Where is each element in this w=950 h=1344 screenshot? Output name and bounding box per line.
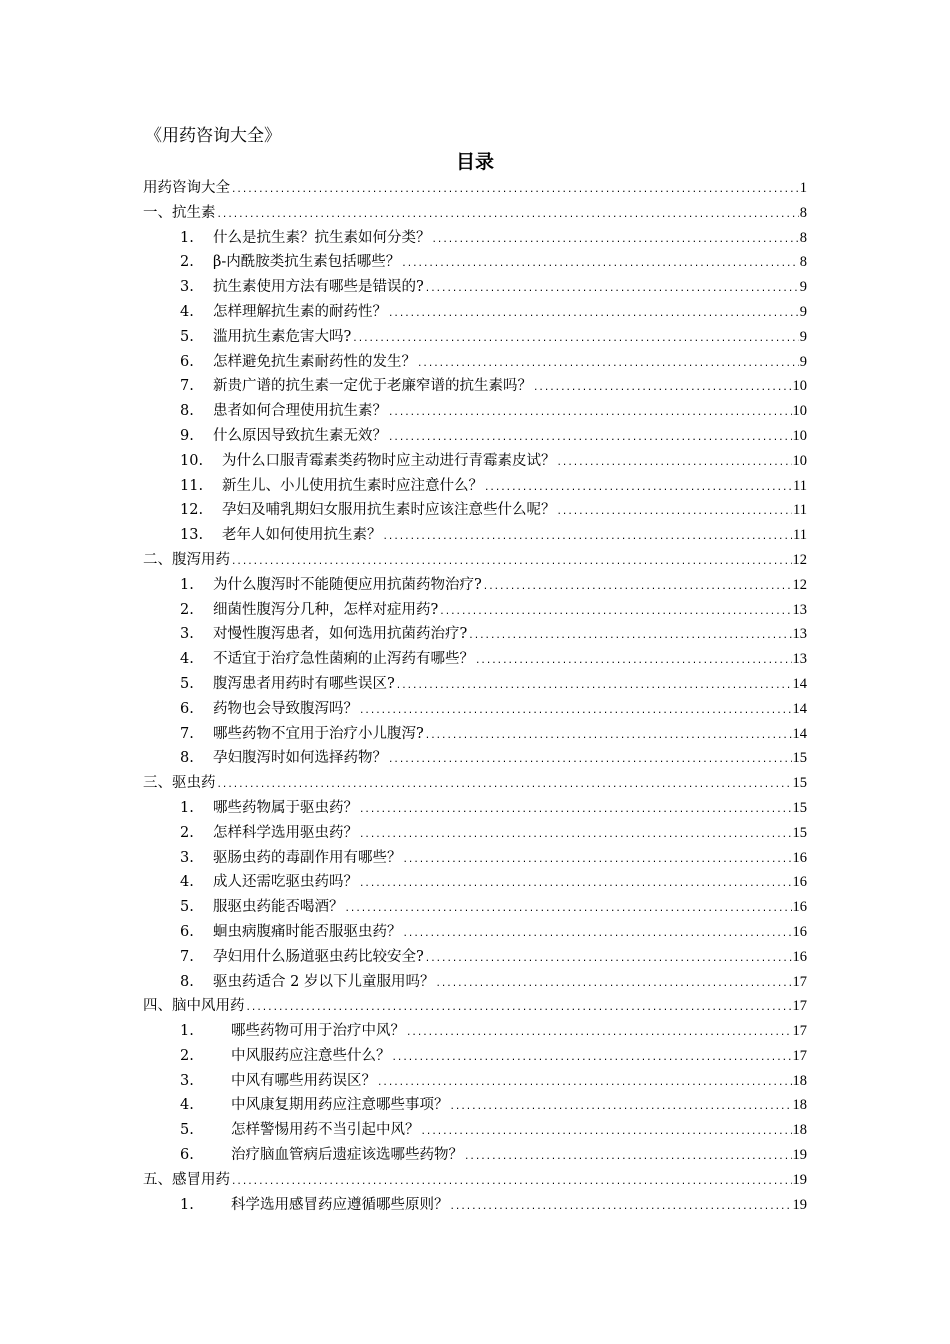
toc-page-number: 8 <box>799 229 807 246</box>
toc-page-number: 17 <box>792 1023 807 1040</box>
toc-dot-leader <box>383 525 793 550</box>
toc-entry-title: 哪些药物属于驱虫药？ <box>213 799 358 816</box>
toc-entry-title: 科学选用感冒药应遵循哪些原则？ <box>231 1196 449 1213</box>
toc-page-number: 11 <box>793 527 807 544</box>
toc-item-entry[interactable] <box>143 870 807 895</box>
toc-item-number: 6. <box>180 353 194 370</box>
toc-dot-leader <box>435 972 791 997</box>
toc-dot-leader <box>388 748 792 773</box>
toc-item-number: 2. <box>180 824 194 841</box>
toc-dot-leader <box>359 872 792 897</box>
table-of-contents <box>143 176 807 1217</box>
toc-item-number: 3. <box>180 279 194 296</box>
toc-page-number: 9 <box>799 328 807 345</box>
toc-item-number: 1. <box>180 799 194 816</box>
toc-page-number: 16 <box>792 874 807 891</box>
toc-page-number: 18 <box>792 1072 807 1089</box>
toc-item-entry[interactable] <box>143 1019 807 1044</box>
toc-entry-title: 成人还需吃驱虫药吗？ <box>213 874 358 891</box>
toc-item-entry[interactable] <box>143 1193 807 1218</box>
toc-item-entry[interactable] <box>143 1143 807 1168</box>
toc-entry-title: 服驱虫药能否喝酒？ <box>213 899 344 916</box>
document-title: 《用药咨询大全》 <box>145 126 281 146</box>
toc-item-number: 3. <box>180 849 194 866</box>
toc-page-number: 17 <box>792 1047 807 1064</box>
toc-item-entry[interactable] <box>143 1044 807 1069</box>
toc-item-number: 7. <box>180 378 194 395</box>
toc-item-entry[interactable] <box>143 300 807 325</box>
toc-item-entry[interactable] <box>143 498 807 523</box>
toc-entry-title: 抗生素使用方法有哪些是错误的? <box>213 279 424 296</box>
toc-entry-title: 药物也会导致腹泻吗？ <box>213 700 358 717</box>
toc-entry-title: 为什么口服青霉素类药物时应主动进行青霉素皮试？ <box>222 452 556 469</box>
toc-item-number: 1. <box>180 1196 194 1213</box>
toc-page-number: 16 <box>792 849 807 866</box>
toc-item-entry[interactable] <box>143 226 807 251</box>
toc-dot-leader <box>246 996 792 1021</box>
toc-entry-title: 对慢性腹泻患者，如何选用抗菌药治疗? <box>213 626 468 643</box>
toc-entry-title: 四、脑中风用药 <box>143 998 245 1015</box>
toc-dot-leader <box>377 1071 792 1096</box>
toc-item-entry[interactable] <box>143 697 807 722</box>
toc-page-number: 14 <box>792 725 807 742</box>
toc-dot-leader <box>417 352 799 377</box>
toc-dot-leader <box>217 773 792 798</box>
toc-page-number: 11 <box>793 502 807 519</box>
toc-page-number: 19 <box>792 1171 807 1188</box>
toc-dot-leader <box>403 848 792 873</box>
toc-item-number: 5. <box>180 328 194 345</box>
toc-entry-title: 二、腹泻用药 <box>143 551 230 568</box>
toc-item-entry[interactable] <box>143 1069 807 1094</box>
toc-entry-title: 一、抗生素 <box>143 204 216 221</box>
toc-dot-leader <box>557 451 792 476</box>
toc-item-entry[interactable] <box>143 796 807 821</box>
toc-entry-title: 怎样科学选用驱虫药？ <box>213 824 358 841</box>
toc-item-number: 6. <box>180 700 194 717</box>
toc-page-number: 12 <box>792 576 807 593</box>
toc-page-number: 8 <box>799 254 807 271</box>
toc-dot-leader <box>425 724 792 749</box>
toc-entry-title: 中风服药应注意些什么？ <box>231 1047 391 1064</box>
toc-dot-leader <box>359 798 792 823</box>
toc-item-entry[interactable] <box>143 821 807 846</box>
toc-page-number: 16 <box>792 899 807 916</box>
toc-dot-leader <box>468 624 791 649</box>
toc-item-number: 5. <box>180 1122 194 1139</box>
toc-item-number: 3. <box>180 626 194 643</box>
toc-dot-leader <box>217 203 799 228</box>
toc-entry-title: 腹泻患者用药时有哪些误区? <box>213 675 395 692</box>
toc-item-entry[interactable] <box>143 970 807 995</box>
toc-item-entry[interactable] <box>143 647 807 672</box>
toc-entry-title: 新贵广谱的抗生素一定优于老廉窄谱的抗生素吗？ <box>213 378 532 395</box>
toc-item-entry[interactable] <box>143 672 807 697</box>
toc-section-entry[interactable] <box>143 548 807 573</box>
toc-dot-leader <box>439 600 791 625</box>
toc-dot-leader <box>425 947 792 972</box>
toc-page-number: 9 <box>799 279 807 296</box>
toc-item-number: 5. <box>180 675 194 692</box>
toc-dot-leader <box>231 1170 792 1195</box>
toc-item-entry[interactable] <box>143 325 807 350</box>
toc-entry-title: 孕妇腹泻时如何选择药物？ <box>213 750 387 767</box>
toc-entry-title: 三、驱虫药 <box>143 775 216 792</box>
toc-item-number: 7. <box>180 725 194 742</box>
toc-dot-leader <box>421 1120 792 1145</box>
toc-section-entry[interactable] <box>143 994 807 1019</box>
toc-entry-title: 治疗脑血管病后遗症该选哪些药物？ <box>231 1147 463 1164</box>
toc-item-entry[interactable] <box>143 746 807 771</box>
toc-entry-title: 什么是抗生素？抗生素如何分类？ <box>213 229 431 246</box>
toc-item-number: 4. <box>180 651 194 668</box>
toc-entry-title: 孕妇用什么肠道驱虫药比较安全? <box>213 948 424 965</box>
toc-item-number: 1. <box>180 1023 194 1040</box>
toc-page-number: 9 <box>799 353 807 370</box>
toc-entry-title: 患者如何合理使用抗生素？ <box>213 403 387 420</box>
toc-item-number: 13. <box>180 527 204 544</box>
toc-page-number: 14 <box>792 675 807 692</box>
toc-dot-leader <box>557 500 793 525</box>
toc-item-entry[interactable] <box>143 846 807 871</box>
toc-entry-title: 哪些药物可用于治疗中风？ <box>231 1023 405 1040</box>
toc-entry-title: 老年人如何使用抗生素？ <box>222 527 382 544</box>
toc-dot-leader <box>475 649 792 674</box>
toc-item-entry[interactable] <box>143 1093 807 1118</box>
toc-page-number: 10 <box>792 452 807 469</box>
toc-entry-title: 不适宜于治疗急性菌痢的止泻药有哪些？ <box>213 651 474 668</box>
toc-item-entry[interactable] <box>143 1118 807 1143</box>
toc-item-entry[interactable] <box>143 399 807 424</box>
toc-page-number: 10 <box>792 427 807 444</box>
toc-dot-leader <box>359 699 792 724</box>
toc-dot-leader <box>406 1021 792 1046</box>
toc-section-entry[interactable] <box>143 176 807 201</box>
toc-entry-title: β-内酰胺类抗生素包括哪些？ <box>213 254 401 271</box>
toc-item-entry[interactable] <box>143 424 807 449</box>
toc-page-number: 17 <box>792 973 807 990</box>
toc-item-number: 8. <box>180 973 194 990</box>
toc-item-entry[interactable] <box>143 573 807 598</box>
toc-dot-leader <box>396 674 792 699</box>
toc-page-number: 15 <box>792 750 807 767</box>
toc-item-entry[interactable] <box>143 722 807 747</box>
toc-item-number: 9. <box>180 427 194 444</box>
toc-item-number: 6. <box>180 1147 194 1164</box>
toc-entry-title: 怎样警惕用药不当引起中风？ <box>231 1122 420 1139</box>
toc-item-number: 1. <box>180 229 194 246</box>
toc-entry-title: 五、感冒用药 <box>143 1171 230 1188</box>
toc-dot-leader <box>483 575 792 600</box>
toc-dot-leader <box>425 277 799 302</box>
toc-page-number: 10 <box>792 378 807 395</box>
toc-item-entry[interactable] <box>143 920 807 945</box>
toc-dot-leader <box>352 327 798 352</box>
toc-entry-title: 怎样理解抗生素的耐药性？ <box>213 303 387 320</box>
toc-item-entry[interactable] <box>143 449 807 474</box>
toc-item-number: 7. <box>180 948 194 965</box>
toc-page-number: 18 <box>792 1097 807 1114</box>
toc-entry-title: 驱肠虫药的毒副作用有哪些？ <box>213 849 402 866</box>
toc-item-number: 1. <box>180 576 194 593</box>
toc-page-number: 19 <box>792 1196 807 1213</box>
toc-page-number: 13 <box>792 651 807 668</box>
toc-dot-leader <box>403 922 792 947</box>
toc-item-entry[interactable] <box>143 945 807 970</box>
toc-dot-leader <box>388 302 799 327</box>
toc-entry-title: 为什么腹泻时不能随便应用抗菌药物治疗? <box>213 576 482 593</box>
toc-item-number: 2. <box>180 254 194 271</box>
toc-page-number: 17 <box>792 998 807 1015</box>
toc-page-number: 16 <box>792 948 807 965</box>
toc-item-number: 11. <box>180 477 204 494</box>
toc-section-entry[interactable] <box>143 201 807 226</box>
toc-item-number: 6. <box>180 923 194 940</box>
toc-item-entry[interactable] <box>143 350 807 375</box>
toc-dot-leader <box>345 897 792 922</box>
toc-page-number: 19 <box>792 1147 807 1164</box>
toc-item-entry[interactable] <box>143 622 807 647</box>
toc-entry-title: 孕妇及哺乳期妇女服用抗生素时应该注意些什么呢？ <box>222 502 556 519</box>
toc-item-entry[interactable] <box>143 474 807 499</box>
toc-entry-title: 用药咨询大全 <box>143 180 230 196</box>
toc-entry-title: 新生儿、小儿使用抗生素时应注意什么？ <box>222 477 483 494</box>
toc-page-number: 13 <box>792 601 807 618</box>
toc-item-number: 10. <box>180 452 204 469</box>
toc-entry-title: 哪些药物不宜用于治疗小儿腹泻? <box>213 725 424 742</box>
toc-dot-leader <box>388 426 792 451</box>
toc-entry-title: 什么原因导致抗生素无效？ <box>213 427 387 444</box>
toc-item-number: 4. <box>180 874 194 891</box>
toc-dot-leader <box>484 476 792 501</box>
toc-page-number: 9 <box>799 303 807 320</box>
toc-item-number: 5. <box>180 899 194 916</box>
toc-item-entry[interactable] <box>143 374 807 399</box>
toc-page-number: 12 <box>792 551 807 568</box>
toc-dot-leader <box>533 376 792 401</box>
toc-dot-leader <box>464 1145 792 1170</box>
toc-entry-title: 滥用抗生素危害大吗? <box>213 328 352 345</box>
toc-item-number: 2. <box>180 1047 194 1064</box>
toc-section-entry[interactable] <box>143 1168 807 1193</box>
toc-item-number: 8. <box>180 750 194 767</box>
toc-item-number: 3. <box>180 1072 194 1089</box>
toc-page-number: 8 <box>799 204 807 221</box>
toc-item-entry[interactable] <box>143 275 807 300</box>
toc-entry-title: 细菌性腹泻分几种，怎样对症用药? <box>213 601 439 618</box>
toc-entry-title: 中风有哪些用药误区？ <box>231 1072 376 1089</box>
toc-dot-leader <box>450 1195 792 1220</box>
toc-page-number: 11 <box>793 477 807 494</box>
toc-dot-leader <box>432 228 799 253</box>
toc-page-number: 14 <box>792 700 807 717</box>
toc-dot-leader <box>388 401 792 426</box>
toc-dot-leader <box>401 252 798 277</box>
toc-item-number: 2. <box>180 601 194 618</box>
toc-entry-title: 蛔虫病腹痛时能否服驱虫药？ <box>213 923 402 940</box>
toc-entry-title: 中风康复期用药应注意哪些事项？ <box>231 1097 449 1114</box>
toc-page-number: 13 <box>792 626 807 643</box>
toc-page-number: 15 <box>792 824 807 841</box>
toc-item-entry[interactable] <box>143 895 807 920</box>
toc-dot-leader <box>231 178 799 203</box>
toc-page-number: 16 <box>792 923 807 940</box>
toc-page-number: 15 <box>792 775 807 792</box>
toc-item-number: 4. <box>180 1097 194 1114</box>
toc-page-number: 18 <box>792 1122 807 1139</box>
toc-item-entry[interactable] <box>143 523 807 548</box>
toc-dot-leader <box>450 1095 792 1120</box>
toc-item-number: 4. <box>180 303 194 320</box>
toc-item-number: 8. <box>180 403 194 420</box>
toc-page-number: 15 <box>792 799 807 816</box>
toc-item-entry[interactable] <box>143 598 807 623</box>
toc-page-number: 1 <box>799 180 807 196</box>
toc-item-entry[interactable] <box>143 250 807 275</box>
toc-entry-title: 怎样避免抗生素耐药性的发生？ <box>213 353 416 370</box>
toc-dot-leader <box>231 550 792 575</box>
toc-page-number: 10 <box>792 403 807 420</box>
toc-item-number: 12. <box>180 502 204 519</box>
toc-entry-title: 驱虫药适合 2 岁以下儿童服用吗？ <box>213 973 435 990</box>
toc-section-entry[interactable] <box>143 771 807 796</box>
toc-heading: 目录 <box>455 151 494 173</box>
toc-dot-leader <box>392 1046 792 1071</box>
toc-dot-leader <box>359 823 792 848</box>
